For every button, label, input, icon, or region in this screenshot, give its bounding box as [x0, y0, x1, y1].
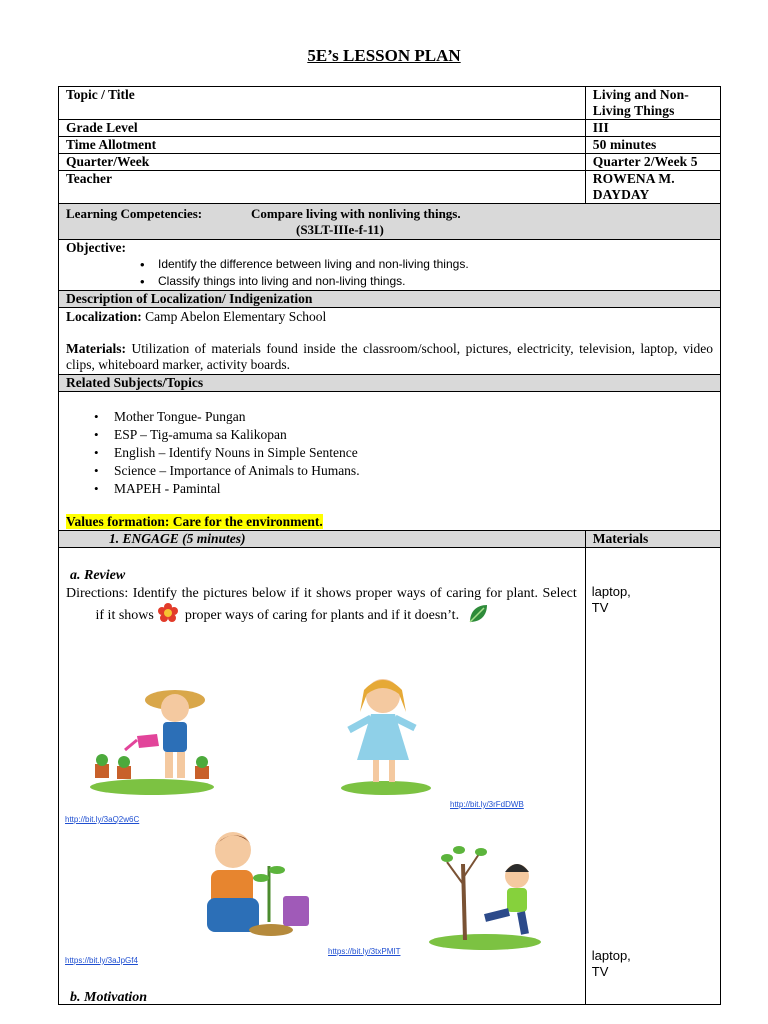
- material-item: laptop,: [591, 948, 631, 963]
- objective-item: • Identify the difference between living and non-living things.: [66, 256, 720, 273]
- table-row: [59, 87, 721, 120]
- table-row: [59, 291, 721, 308]
- competencies-label: Learning Competencies:: [66, 206, 203, 221]
- image-link[interactable]: https://bit.ly/3aJpGf4: [65, 956, 138, 965]
- table-row: [59, 548, 721, 1005]
- localization-label: Localization:: [66, 309, 142, 324]
- page-title: 5E’s LESSON PLAN: [307, 46, 461, 65]
- time-value: 50 minutes: [585, 137, 720, 154]
- quarter-value: Quarter 2/Week 5: [585, 154, 720, 171]
- engage-body: [59, 548, 586, 1005]
- related-item: • Mother Tongue- Pungan: [66, 408, 720, 426]
- motivation-label: b. Motivation: [70, 990, 148, 1005]
- girl-watering-plants-image: [87, 674, 217, 803]
- competencies-cell: [59, 204, 721, 240]
- lesson-plan-table: [58, 86, 721, 1005]
- boy-planting-seedling-image: [185, 826, 315, 955]
- competencies-code: (S3LT-IIIe-f-11): [296, 222, 384, 237]
- table-row: [59, 120, 721, 137]
- objective-cell: [59, 240, 721, 291]
- grade-label: Grade Level: [59, 120, 586, 137]
- table-row: [59, 240, 721, 291]
- localization-heading: Description of Localization/ Indigenization: [59, 291, 721, 308]
- related-item: • Science – Importance of Animals to Humans.: [66, 462, 720, 480]
- table-row: [59, 375, 721, 392]
- topic-value: Living and Non-Living Things: [585, 87, 720, 120]
- table-row: [59, 392, 721, 531]
- time-label: Time Allotment: [59, 137, 586, 154]
- related-item: • English – Identify Nouns in Simple Sentence: [66, 444, 720, 462]
- localization-cell: [59, 308, 721, 375]
- objective-item: • Classify things into living and non-living things.: [66, 273, 720, 290]
- engage-heading: 1. ENGAGE (5 minutes): [59, 531, 586, 548]
- review-label: a. Review: [70, 568, 126, 583]
- values-formation: Values formation: Care for the environment.: [66, 514, 323, 529]
- table-row: [59, 154, 721, 171]
- girl-stepping-on-grass-image: [331, 668, 441, 802]
- image-link[interactable]: https://bit.ly/3txPMIT: [328, 947, 401, 956]
- directions-part-3: proper ways of caring for plants and if it doesn’t.: [184, 608, 460, 623]
- boy-kicking-tree-image: [425, 844, 545, 958]
- table-row: [59, 308, 721, 375]
- material-item: TV: [591, 600, 609, 615]
- image-link[interactable]: http://bit.ly/3rFdDWB: [450, 800, 524, 809]
- material-item: TV: [591, 964, 609, 979]
- materials-label: Materials:: [66, 341, 126, 356]
- flower-icon: [157, 603, 181, 629]
- related-cell: [59, 392, 721, 531]
- table-row: [59, 531, 721, 548]
- related-item: • MAPEH - Pamintal: [66, 480, 720, 498]
- competencies-line1: Compare living with nonliving things.: [251, 206, 461, 221]
- teacher-value: ROWENA M. DAYDAY: [585, 171, 720, 204]
- image-link[interactable]: http://bit.ly/3aQ2w6C: [65, 815, 140, 824]
- directions-text: [66, 584, 585, 631]
- directions-part-2: if it shows: [95, 608, 154, 623]
- leaf-icon: [467, 603, 489, 631]
- table-row: [59, 171, 721, 204]
- materials-value: Utilization of materials found inside the classroom/school, pictures, electricity, television, laptop, video clips, whiteboard marker, activity boards.: [66, 341, 714, 372]
- related-heading: Related Subjects/Topics: [59, 375, 721, 392]
- localization-value: Camp Abelon Elementary School: [145, 309, 327, 324]
- related-item: • ESP – Tig-amuma sa Kalikopan: [66, 426, 720, 444]
- materials-list-motivation: [592, 948, 631, 980]
- objective-label: Objective:: [66, 240, 126, 255]
- directions-part-1: Directions: Identify the pictures below if it shows proper ways of caring for plant. Select: [66, 586, 577, 601]
- materials-list-review: [592, 584, 631, 616]
- topic-label: Topic / Title: [59, 87, 586, 120]
- material-item: laptop,: [591, 584, 631, 599]
- teacher-label: Teacher: [59, 171, 586, 204]
- grade-value: III: [585, 120, 720, 137]
- materials-cell: [585, 548, 720, 1005]
- table-row: [59, 204, 721, 240]
- table-row: [59, 137, 721, 154]
- materials-heading: Materials: [585, 531, 720, 548]
- quarter-label: Quarter/Week: [59, 154, 586, 171]
